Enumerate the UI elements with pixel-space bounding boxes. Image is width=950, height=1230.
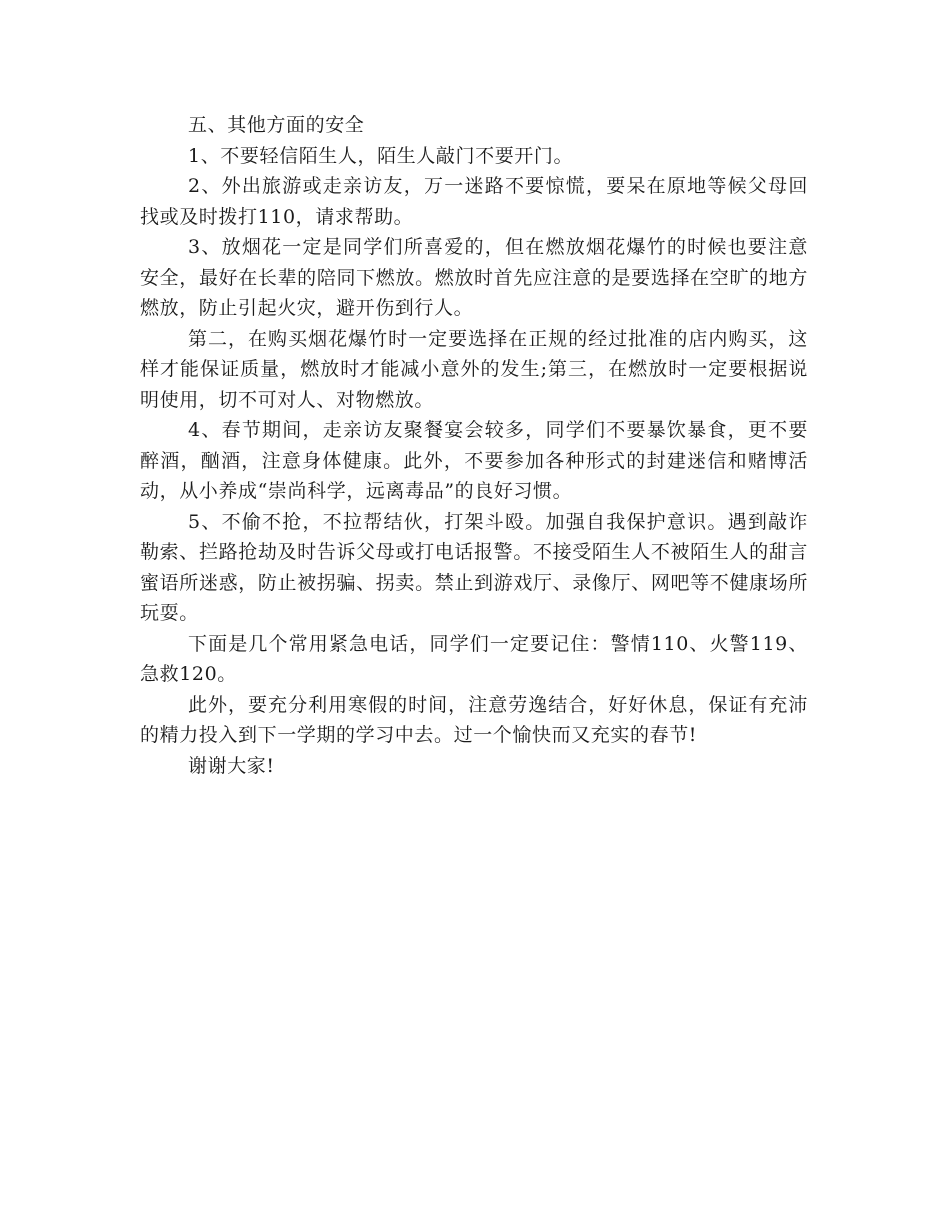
paragraph-emergency-numbers: 下面是几个常用紧急电话，同学们一定要记住：警情110、火警119、急救120。 xyxy=(140,632,808,685)
paragraph-lost: 2、外出旅游或走亲访友，万一迷路不要惊慌，要呆在原地等候父母回找或及时拨打110，请求帮助。 xyxy=(140,175,808,228)
paragraph-rest: 此外，要充分利用寒假的时间，注意劳逸结合，好好休息，保证有充沛的精力投入到下一学期的学习中去。过一个愉快而又充实的春节! xyxy=(140,693,808,746)
paragraph-self-protection: 5、不偷不抢，不拉帮结伙，打架斗殴。加强自我保护意识。遇到敲诈勒索、拦路抢劫及时告诉父母或打电话报警。不接受陌生人不被陌生人的甜言蜜语所迷惑，防止被拐骗、拐卖。禁止到游戏厅、录像厅、网吧等不健康场所玩耍。 xyxy=(140,510,808,624)
paragraph-fireworks: 3、放烟花一定是同学们所喜爱的，但在燃放烟花爆竹的时候也要注意安全，最好在长辈的陪同下燃放。燃放时首先应注意的是要选择在空旷的地方燃放，防止引起火灾，避开伤到行人。 xyxy=(140,236,808,319)
paragraph-fireworks-purchase: 第二，在购买烟花爆竹时一定要选择在正规的经过批准的店内购买，这样才能保证质量，燃放时才能减小意外的发生;第三，在燃放时一定要根据说明使用，切不可对人、对物燃放。 xyxy=(140,327,808,411)
paragraph-stranger: 1、不要轻信陌生人，陌生人敲门不要开门。 xyxy=(188,144,574,167)
paragraph-health: 4、春节期间，走亲访友聚餐宴会较多，同学们不要暴饮暴食，更不要醉酒，酗酒，注意身体健康。此外，不要参加各种形式的封建迷信和赌博活动，从小养成“崇尚科学，远离毒品”的良好习惯。 xyxy=(140,419,808,502)
section-heading: 五、其他方面的安全 xyxy=(188,114,365,136)
document-body xyxy=(140,110,808,781)
paragraph-thanks: 谢谢大家! xyxy=(188,754,275,777)
